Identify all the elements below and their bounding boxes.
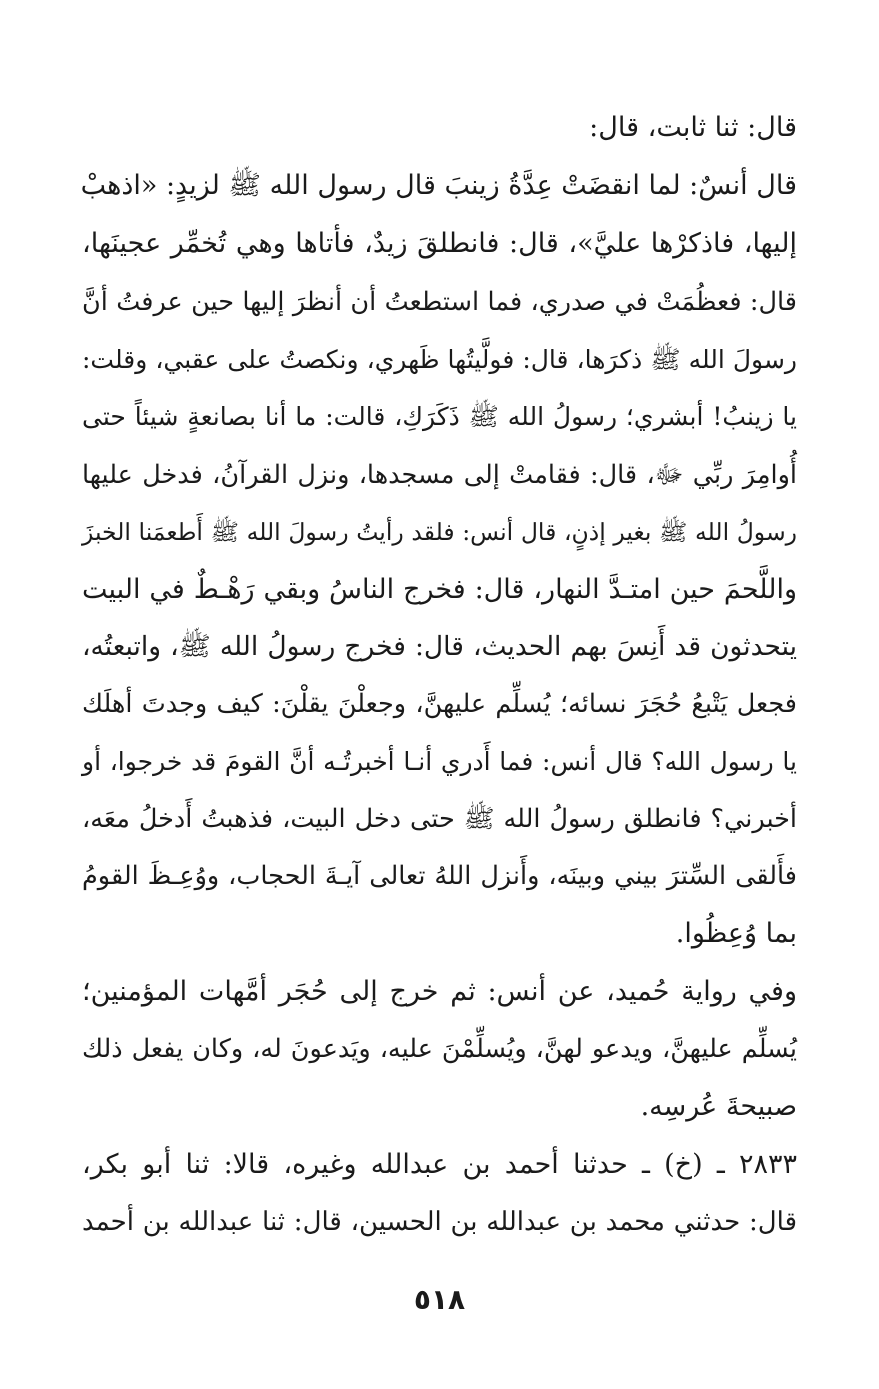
text-line: بما وُعِظُوا. <box>675 918 797 949</box>
text-line: قال: ثنا ثابت، قال: <box>589 112 797 143</box>
text-line: أُوامِرَ ربِّي ﷻ، قال: فقامتْ إلى مسجدها، ونزل القرآنُ، فدخل عليها <box>82 460 797 490</box>
text-line: قال: حدثني محمد بن عبدالله بن الحسين، قال: ثنا عبدالله بن أحمد <box>82 1207 797 1237</box>
text-line: إليها، فاذكرْها عليَّ»، قال: فانطلقَ زيدٌ، فأتاها وهي تُخمِّر عجينَها، <box>82 228 797 259</box>
text-line: رسولَ الله ﷺ ذكرَها، قال: فولَّيتُها ظَهري، ونكصتُ على عقبي، وقلت: <box>82 345 797 374</box>
page-number: ٥١٨ <box>413 1283 466 1316</box>
text-line: واللَّحمَ حين امتـدَّ النهار، قال: فخرج الناسُ وبقي رَهْـطٌ في البيت <box>82 574 797 605</box>
text-line: رسولُ الله ﷺ بغير إذنٍ، قال أنس: فلقد رأيتُ رسولَ الله ﷺ أَطعمَنا الخبزَ <box>82 518 797 546</box>
text-line: يا زينبُ! أبشري؛ رسولُ الله ﷺ ذَكَرَكِ، قالت: ما أنا بصانعةٍ شيئاً حتى <box>82 402 797 431</box>
text-line: فجعل يَتْبعُ حُجَرَ نسائه؛ يُسلِّم عليهنَّ، وجعلْنَ يقلْنَ: كيف وجدتَ أهلَك <box>82 689 797 719</box>
text-line: قال أنسٌ: لما انقضَتْ عِدَّةُ زينبَ قال رسول الله ﷺ لزيدٍ: «اذهبْ <box>80 170 797 201</box>
text-line: وفي رواية حُميد، عن أنس: ثم خرج إلى حُجَر أمَّهات المؤمنين؛ <box>82 976 797 1007</box>
hadith-number-line: ٢٨٣٣ ـ (خ) ـ حدثنا أحمد بن عبدالله وغيره، قالا: ثنا أبو بكر، <box>82 1149 797 1180</box>
text-line: يُسلِّم عليهنَّ، ويدعو لهنَّ، ويُسلِّمْنَ عليه، ويَدعونَ له، وكان يفعل ذلك <box>82 1034 797 1064</box>
text-line: يا رسول الله؟ قال أنس: فما أَدري أنـا أخبرتُـه أنَّ القومَ قد خرجوا، أو <box>82 747 797 776</box>
text-line: يتحدثون قد أَنِسَ بهم الحديث، قال: فخرج رسولُ الله ﷺ، واتبعتُه، <box>82 631 797 662</box>
text-line: قال: فعظُمَتْ في صدري، فما استطعتُ أن أنظرَ إليها حين عرفتُ أنَّ <box>82 287 797 317</box>
text-line: صبيحةَ عُرسِه. <box>640 1091 797 1122</box>
text-line: فأَلقى السِّترَ بيني وبينَه، وأَنزل اللهُ تعالى آيـةَ الحجاب، ووُعِـظَ القومُ <box>82 861 797 891</box>
text-line: أخبرني؟ فانطلق رسولُ الله ﷺ حتى دخل البيت، فذهبتُ أَدخلُ معَه، <box>82 804 797 834</box>
